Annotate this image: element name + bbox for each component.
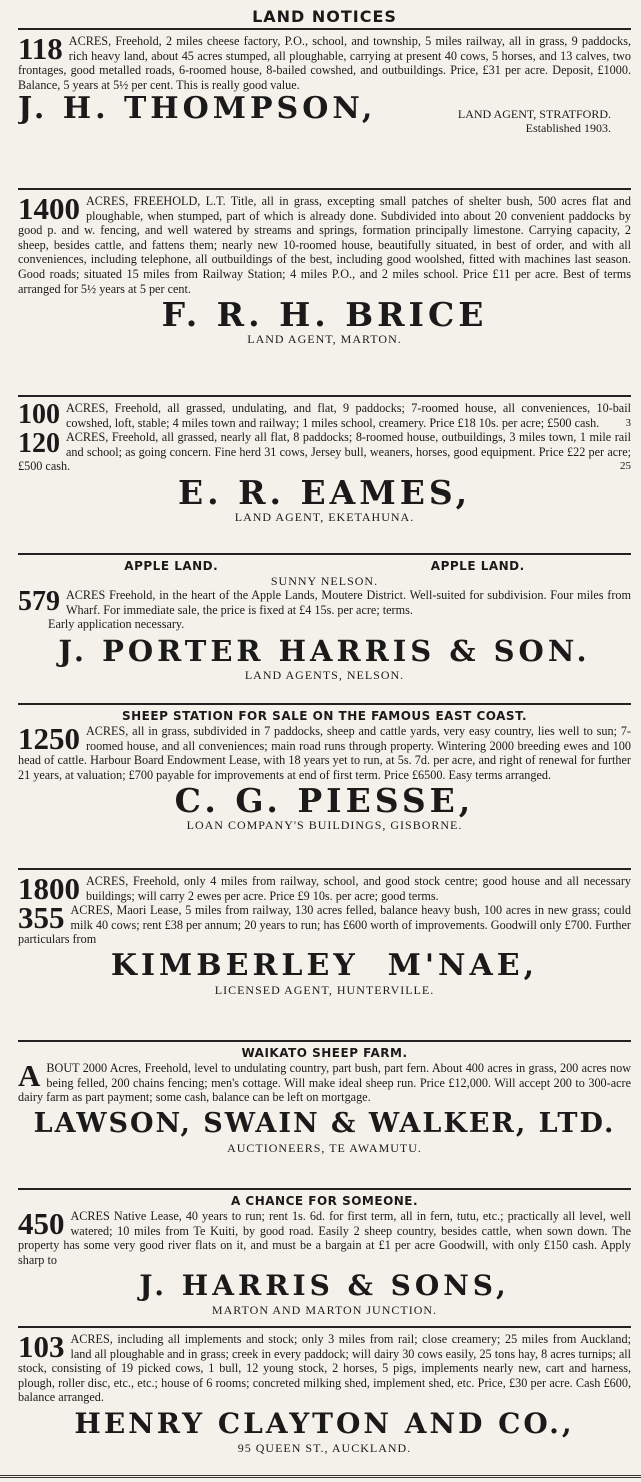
- agent-name: J. PORTER HARRIS & SON.: [58, 633, 591, 668]
- bottom-rule: [0, 1475, 641, 1478]
- ad-text: [18, 871, 631, 906]
- ad-text: [18, 1329, 631, 1405]
- agent-name: J. HARRIS & SONS,: [139, 1269, 510, 1303]
- agent-details: [458, 107, 631, 135]
- kicker-right: APPLE LAND.: [430, 559, 525, 573]
- ad-text: [18, 1206, 631, 1267]
- ref-mark-2: 25: [620, 460, 631, 473]
- ad-text: [18, 191, 631, 296]
- agent-name: F. R. H. BRICE: [161, 295, 488, 335]
- acreage-number: 103: [18, 1329, 65, 1364]
- agent-address: LICENSED AGENT, HUNTERVILLE.: [214, 982, 435, 997]
- ad-body: BOUT 2000 Acres, Freehold, level to undulating country, part bush, part fern. About 400 acres in grass, 200 acres now being felled, 200 chains fencing; men's cottage. Will make ideal sheep run. Price £12,000. Will accept 200 to 300-acre dairy farm as part payment; some cash, balance can be left on mortgage.: [18, 1061, 631, 1105]
- agent-address: LAND AGENTS, NELSON.: [244, 667, 405, 682]
- ad-text-2: [18, 430, 631, 474]
- kicker-left: APPLE LAND.: [124, 559, 219, 573]
- agent-name: LAWSON, SWAIN & WALKER, LTD.: [33, 1107, 616, 1139]
- agent-name: HENRY CLAYTON AND CO.,: [74, 1406, 575, 1440]
- ad-text: [18, 588, 631, 617]
- acreage-number: 1800: [18, 871, 80, 906]
- acreage-number: 1250: [18, 721, 80, 756]
- drop-cap: A: [18, 1058, 41, 1093]
- acreage-number: 450: [18, 1206, 65, 1241]
- agent-address: LAND AGENT, MARTON.: [247, 332, 402, 347]
- acreage-number: 100: [18, 399, 60, 430]
- agent-name: C. G. PIESSE,: [174, 781, 475, 821]
- ad-body: ACRES, all in grass, subdivided in 7 paddocks, sheep and cattle yards, very easy country, lies well to sun; 7-roomed house, and all conveniences; main road runs through property. Wintering 2000 breeding ewes and 100 head of cattle. Harbour Board Endowment Lease, with 18 years yet to run, at 5s. 7d. per acre, and right of renewal for further 21 years, at valuation; £700 payable for improvements at end of first term. Price £6500. Easy terms arranged.: [18, 724, 631, 782]
- ad-body: ACRES Freehold, in the heart of the Apple Lands, Moutere District. Well-suited for subdivision. Four miles from Wharf. For immediate sale, the price is fixed at £4 15s. per acre; terms.: [66, 588, 631, 617]
- ad-piesse: [18, 705, 631, 870]
- ad-body: ACRES Native Lease, 40 years to run; rent 1s. 6d. for first term, all in fern, tutu, etc.; practically all level, well watered; 10 miles from Te Kuiti, by good road. Easily 2 sheep country, besides cattle, when sown down. The property has some very good river flats on it, and must be a bargain at £1 per acre Goodwill, with only £150 cash. Apply sharp to: [18, 1209, 631, 1267]
- ad-kicker: SHEEP STATION FOR SALE ON THE FAMOUS EAST COAST.: [121, 709, 527, 723]
- agent-name: KIMBERLEY M'NAE,: [110, 947, 539, 983]
- ad-text: [18, 31, 631, 92]
- ad-eames: [18, 397, 631, 555]
- ad-clayton: [18, 1328, 631, 1478]
- ad-kicker: A CHANCE FOR SOMEONE.: [230, 1194, 419, 1208]
- ad-harris-sons: [18, 1190, 631, 1328]
- agent-established: Established 1903.: [525, 121, 611, 136]
- ad-kimberley: [18, 870, 631, 1042]
- agent-address: MARTON AND MARTON JUNCTION.: [211, 1303, 438, 1318]
- ad-body: ACRES, Freehold, 2 miles cheese factory, P.O., school, and township, 5 miles railway, all in grass, 9 paddocks, rich heavy land, about 45 acres stumped, all ploughable, carrying at present 40 cows, 5 horses, and 13 calves, two frontages, good metalled roads, 6-roomed house, 8-bailed cowshed, and outbuildings. Price, £31 per acre. Deposit, £1000. Balance, 5 years at 5½ per cent. This is really good value.: [18, 34, 631, 92]
- ad-body: ACRES, FREEHOLD, L.T. Title, all in grass, excepting small patches of shelter bush, 500 acres flat and ploughable, when stumped, part of which is already done. Subdivided into about 20 convenient paddocks by good p. and w. fencing, and well watered by streams and springs, formation principally limestone. Carrying capacity, 2 sheep, besides cattle, and fattens them; nearly new 10-roomed house, beautifully situated, in best of order, and with all conveniences, including telephone, all outbuildings of the best, including good woolshed, fitted with machines last season. Good roads; situated 15 miles from Railway Station; 4 miles P.O., and 2 miles school. Price £11 per acre. Best of terms arranged for 5½ years at 5 per cent.: [18, 194, 631, 296]
- ref-mark: 3: [625, 416, 631, 429]
- acreage-number-2: 120: [18, 428, 60, 460]
- ad-kicker: WAIKATO SHEEP FARM.: [241, 1046, 408, 1060]
- agent-address: LOAN COMPANY'S BUILDINGS, GISBORNE.: [186, 818, 463, 833]
- ad-body-2: ACRES, Freehold, all grassed, nearly all flat, 8 paddocks; 8-roomed house, outbuildings, 3 miles town, 1 mile rail and school; as going concern. Fine herd 31 cows, Jersey bull, weaners, horses, good equipment. Price £22 per acre; £500 cash.: [18, 430, 631, 474]
- agent-block: [18, 92, 631, 135]
- acreage-number-2: 355: [18, 900, 65, 936]
- ad-thompson: [18, 30, 631, 190]
- ad-body-2: ACRES, Maori Lease, 5 miles from railway, 130 acres felled, balance heavy bush, 100 acres in new grass; could milk 40 cows; rent £38 per annum; 20 years to run; has £600 worth of improvements. Goodwill only £700. Further particulars from: [18, 903, 631, 947]
- agent-address: LAND AGENT, EKETAHUNA.: [234, 509, 415, 524]
- ad-text: [18, 401, 631, 430]
- ad-text: [18, 721, 631, 782]
- ad-text-2: [18, 900, 631, 947]
- ad-kicker: [18, 559, 631, 574]
- agent-address: 95 QUEEN ST., AUCKLAND.: [237, 1440, 412, 1455]
- ad-porter-harris: [18, 555, 631, 705]
- agent-address: AUCTIONEERS, TE AWAMUTU.: [227, 1140, 422, 1155]
- acreage-number: 118: [18, 31, 63, 66]
- ad-lawson: [18, 1042, 631, 1190]
- ad-body: ACRES, Freehold, all grassed, undulating, and flat, 9 paddocks; 7-roomed house, all conveniences, 10-bail cowshed, loft, stable; 4 miles town and railway; 1 miles school, creamery. Price £18 10s. per acre; £500 cash.: [66, 401, 631, 430]
- ad-body: ACRES, including all implements and stock; only 3 miles from rail; close creamery; 25 miles from Auckland; land all ploughable and in grass; creek in every paddock; will dairy 30 cows easily, 25 tons hay, 8 acres turnips; all stock, consisting of 19 picked cows, 1 bull, 12 young stock, 2 horses, 5 pigs, implements nearly new, cart and harness, plough, roller disc, etc., etc.; house of 6 rooms; concreted milking shed, implement shed, etc. Price, £30 per acre. Cash £600, balance arranged.: [18, 1332, 631, 1405]
- ad-subhead: SUNNY NELSON.: [270, 574, 379, 588]
- ad-note: Early application necessary.: [48, 617, 185, 632]
- agent-name: J. H. THOMPSON,: [18, 91, 377, 127]
- ad-text: [18, 1058, 631, 1105]
- acreage-number: 579: [18, 586, 60, 617]
- ad-body: ACRES, Freehold, only 4 miles from railway, school, and good stock centre; good house and all necessary buildings; will carry 2 ewes per acre. Price £9 10s. per acre; good terms.: [86, 874, 631, 903]
- acreage-number: 1400: [18, 191, 80, 226]
- section-header: LAND NOTICES: [18, 6, 631, 30]
- agent-title: LAND AGENT, STRATFORD.: [457, 107, 611, 122]
- agent-name: E. R. EAMES,: [177, 472, 472, 512]
- ad-brice: [18, 190, 631, 397]
